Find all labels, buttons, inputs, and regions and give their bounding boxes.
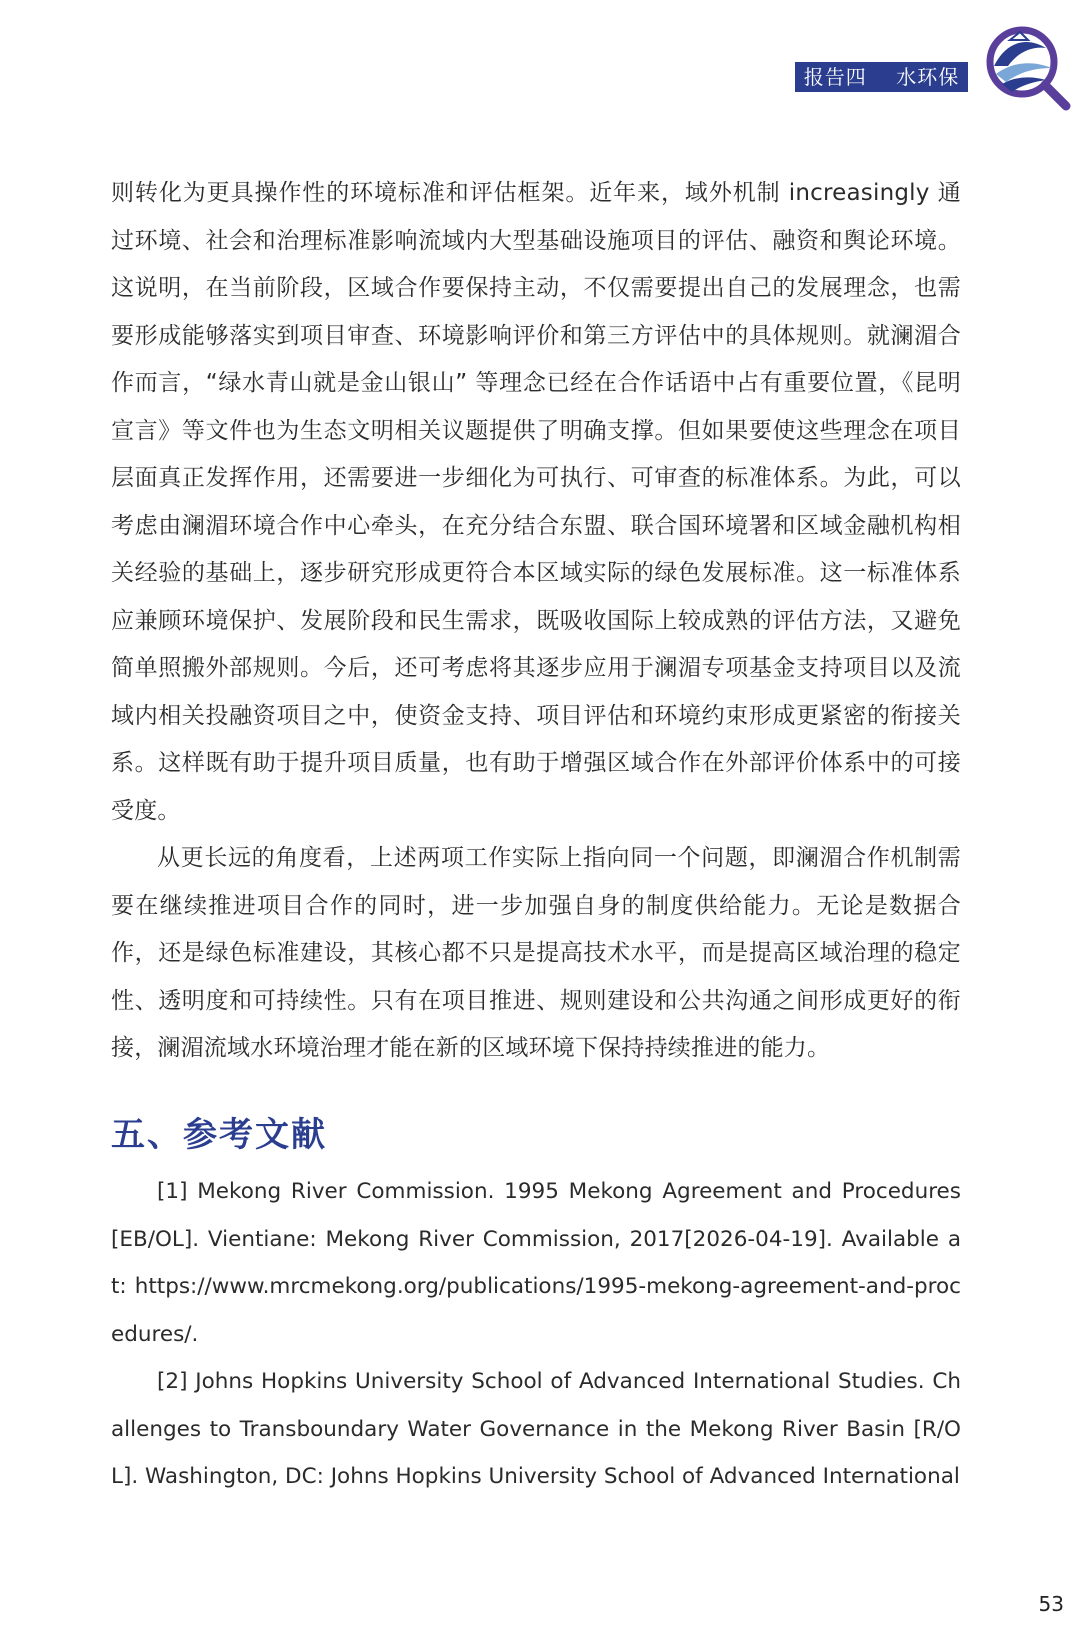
magnifier-wave-logo-icon <box>982 22 1074 114</box>
paragraph: 从更长远的角度看，上述两项工作实际上指向同一个问题，即澜湄合作机制需要在继续推进项目合作的同时，进一步加强自身的制度供给能力。无论是数据合作，还是绿色标准建设，其核心都不只是提高技术水平，而是提高区域治理的稳定性、透明度和可持续性。只有在项目推进、规则建设和公共沟通之间形成更好的衔接，澜湄流域水环境治理才能在新的区域环境下保持持续推进的能力。 <box>111 845 961 1061</box>
reference-item: [1] Mekong River Commission. 1995 Mekong Agreement and Procedures [EB/OL]. Vientiane: Mekong River Commission, 2017[2026-04-19]. Available at: https://www.mrcmekong.org/publications/1995-mekong-agreement-and-procedures/. <box>111 1179 961 1347</box>
body-text <box>111 170 961 1073</box>
reference-list <box>111 1168 961 1501</box>
page-number: 53 <box>1038 1592 1064 1616</box>
reference-item: [2] Johns Hopkins University School of Advanced International Studies. Challenges to Transboundary Water Governance in the Mekong River Basin [R/OL]. Washington, DC: Johns Hopkins University School of Advanced International <box>111 1369 961 1489</box>
section-title: 五、参考文献 <box>111 1115 327 1155</box>
chapter-tag: 报告四 水环保 <box>795 62 968 92</box>
paragraph: 则转化为更具操作性的环境标准和评估框架。近年来，域外机制 increasingly 通过环境、社会和治理标准影响流域内大型基础设施项目的评估、融资和舆论环境。这说明，在当前阶段，区域合作要保持主动，不仅需要提出自己的发展理念，也需要形成能够落实到项目审查、环境影响评价和第三方评估中的具体规则。就澜湄合作而言，“绿水青山就是金山银山” 等理念已经在合作话语中占有重要位置，《昆明宣言》等文件也为生态文明相关议题提供了明确支撑。但如果要使这些理念在项目层面真正发挥作用，还需要进一步细化为可执行、可审查的标准体系。为此，可以考虑由澜湄环境合作中心牵头，在充分结合东盟、联合国环境署和区域金融机构相关经验的基础上，逐步研究形成更符合本区域实际的绿色发展标准。这一标准体系应兼顾环境保护、发展阶段和民生需求，既吸收国际上较成熟的评估方法，又避免简单照搬外部规则。今后，还可考虑将其逐步应用于澜湄专项基金支持项目以及流域内相关投融资项目之中，使资金支持、项目评估和环境约束形成更紧密的衔接关系。这样既有助于提升项目质量，也有助于增强区域合作在外部评价体系中的可接受度。 <box>111 180 961 824</box>
